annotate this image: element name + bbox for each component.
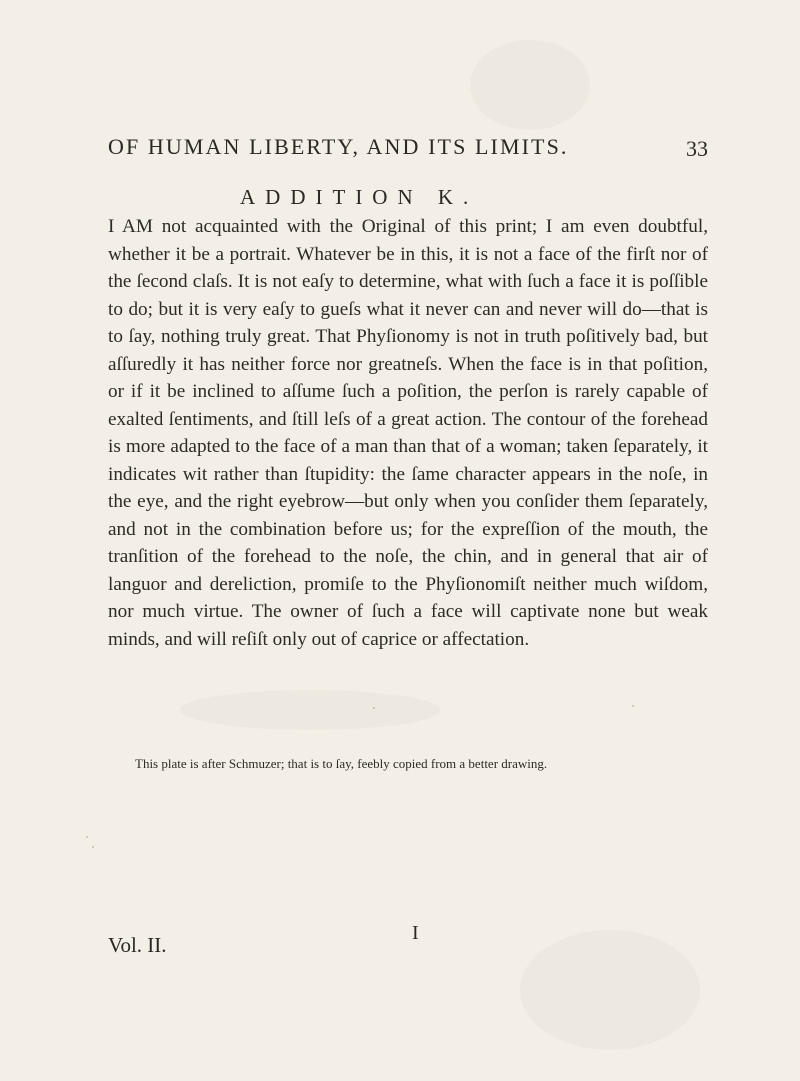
signature-letter: I	[412, 922, 419, 944]
paper-speck	[373, 707, 375, 709]
volume-signature: Vol. II.	[108, 933, 167, 957]
paper-speck	[632, 705, 634, 707]
paper-stain	[520, 930, 700, 1050]
page-number: 33	[686, 136, 708, 161]
paper-stain	[470, 40, 590, 130]
paper-stain	[180, 690, 440, 730]
body-paragraph: I AM not acquainted with the Original of this print; I am even doubtful, whether it be a portrait. Whatever be in this, it is not a face of the firſt nor of the ſecond claſs. It is not eaſy to determine, what with ſuch a face it is poſſible to do; but it is very eaſy to gueſs what it never can and never will do—that is to ſay, nothing truly great. That Phyſionomy is not in truth poſitively bad, but aſſuredly it has neither force nor greatneſs. When the face is in that poſition, or if it be inclined to aſſume ſuch a poſition, the perſon is rarely capable of exalted ſentiments, and ſtill leſs of a great action. The contour of the forehead is more adapted to the face of a man than that of a woman; taken ſeparately, it indicates wit rather than ſtupidity: the ſame character appears in the noſe, in the eye, and the right eyebrow—but only when you conſider them ſeparately, and not in the combination before us; for the expreſſion of the mouth, the tranſition of the forehead to the noſe, the chin, and in general that air of languor and dereliction, promiſe to the Phyſionomiſt neither much wiſdom, nor much virtue. The owner of ſuch a face will captivate none but weak minds, and will reſiſt only out of caprice or affectation.	[108, 216, 708, 650]
paper-speck	[92, 846, 94, 848]
running-head	[108, 134, 708, 174]
section-heading: ADDITION K.	[240, 185, 479, 209]
plate-caption: This plate is after Schmuzer; that is to ſay, feebly copied from a better drawing.	[135, 756, 548, 771]
paper-speck	[86, 836, 88, 838]
running-title: OF HUMAN LIBERTY, AND ITS LIMITS.	[108, 134, 569, 159]
